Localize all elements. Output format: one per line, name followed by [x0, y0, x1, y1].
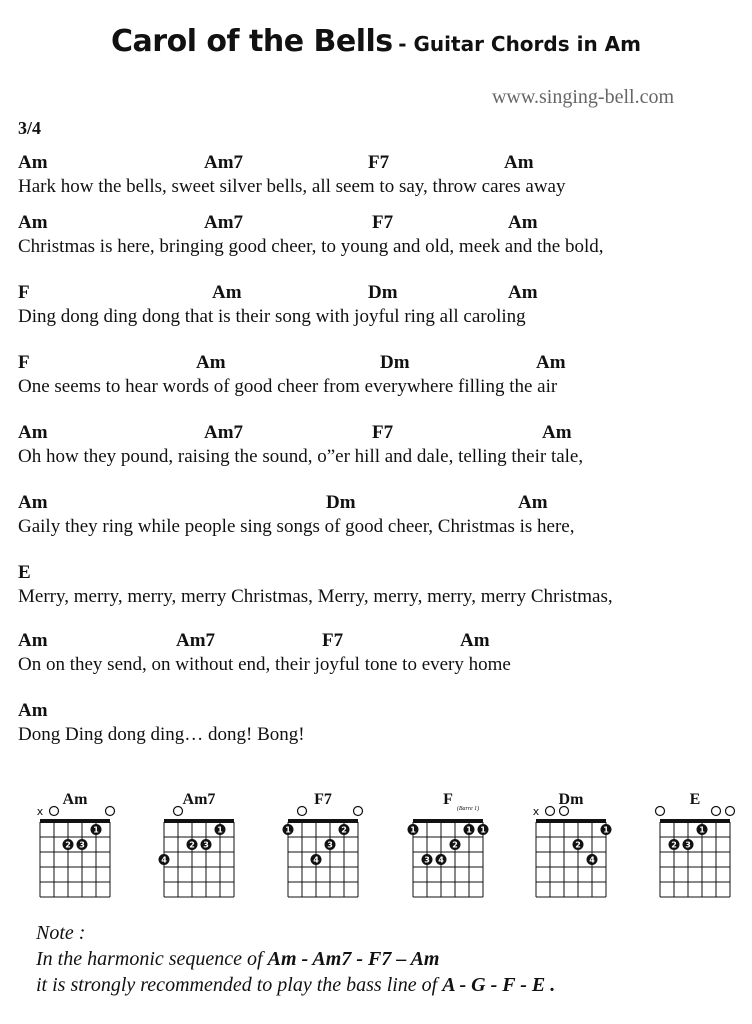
lyric-line-3: [18, 282, 748, 330]
chord-label: Am: [536, 352, 566, 373]
chord-name: E: [689, 791, 701, 808]
finger-number: 4: [438, 855, 444, 865]
lyric-line-1: [18, 152, 748, 200]
lyric-text: Christmas is here, bringing good cheer, to young and old, meek and the bold,: [18, 236, 604, 257]
finger-number: 1: [93, 825, 99, 835]
nut: [288, 819, 358, 823]
open-string-marker: [656, 807, 665, 816]
chord-diagram-am7: [159, 791, 235, 897]
chord-label: Am7: [204, 212, 244, 233]
finger-number: 1: [699, 825, 705, 835]
note-chord-sequence: Am - Am7 - F7 – Am: [267, 948, 440, 970]
note-line-sequence: [36, 946, 555, 972]
song-subtitle: - Guitar Chords in Am: [398, 32, 641, 56]
note-line-bass: [36, 972, 555, 998]
finger-number: 4: [313, 855, 319, 865]
finger-number: 1: [480, 825, 486, 835]
finger-number: 1: [217, 825, 223, 835]
finger-number: 2: [65, 840, 71, 850]
lyric-text: Gaily they ring while people sing songs of good cheer, Christmas is here,: [18, 516, 575, 537]
chord-label: Am: [518, 492, 548, 513]
open-string-marker: [106, 807, 115, 816]
finger-number: 4: [589, 855, 595, 865]
time-signature: 3/4: [18, 118, 42, 138]
finger-number: 1: [410, 825, 416, 835]
chord-diagram-am: [37, 791, 115, 897]
finger-number: 2: [189, 840, 195, 850]
chord-diagram-dm: [533, 791, 612, 897]
finger-number: 1: [285, 825, 291, 835]
finger-number: 2: [671, 840, 677, 850]
lyric-line-6: [18, 492, 748, 540]
chord-label: Dm: [368, 282, 398, 303]
note-text: it is strongly recommended to play the bass line of: [36, 974, 438, 996]
lyric-line-4: [18, 352, 748, 400]
finger-number: 3: [203, 840, 209, 850]
chord-label: Dm: [380, 352, 410, 373]
nut: [536, 819, 606, 823]
open-string-marker: [726, 807, 735, 816]
open-string-marker: [174, 807, 183, 816]
chord-label: Am: [542, 422, 572, 443]
chord-diagram-f: [408, 791, 489, 897]
chord-label: Am: [18, 152, 48, 173]
finger-number: 4: [161, 855, 167, 865]
chord-label: Am: [212, 282, 242, 303]
song-title: Carol of the Bells: [111, 24, 393, 59]
finger-number: 2: [575, 840, 581, 850]
site-url[interactable]: www.singing-bell.com: [491, 86, 674, 108]
chord-label: Am: [460, 630, 490, 651]
finger-number: 3: [79, 840, 85, 850]
chord-name: Am: [62, 791, 88, 808]
performance-note: [36, 920, 555, 998]
nut: [413, 819, 483, 823]
chord-label: E: [18, 562, 31, 583]
nut: [40, 819, 110, 823]
lyric-text: Oh how they pound, raising the sound, o”er hill and dale, telling their tale,: [18, 446, 584, 467]
lyric-text: Hark how the bells, sweet silver bells, all seem to say, throw cares away: [18, 176, 566, 197]
finger-number: 2: [452, 840, 458, 850]
open-string-marker: [546, 807, 555, 816]
chord-name: F7: [314, 791, 332, 808]
chord-label: Am7: [176, 630, 216, 651]
note-bass-line: A - G - F - E .: [442, 974, 556, 996]
chord-label: F7: [322, 630, 344, 651]
lyric-text: One seems to hear words of good cheer from everywhere filling the air: [18, 376, 558, 397]
open-string-marker: [298, 807, 307, 816]
page-title: [0, 24, 752, 59]
lyric-line-5: [18, 422, 748, 470]
chord-label: Am: [18, 492, 48, 513]
chord-label: F: [18, 282, 30, 303]
lyric-text: Dong Ding dong ding… dong! Bong!: [18, 724, 305, 745]
muted-string-marker: x: [36, 805, 44, 818]
chord-label: Am: [18, 422, 48, 443]
lyric-line-2: [18, 212, 748, 260]
open-string-marker: [354, 807, 363, 816]
finger-number: 1: [466, 825, 472, 835]
open-string-marker: [50, 807, 59, 816]
nut: [164, 819, 234, 823]
chord-label: Am: [508, 282, 538, 303]
chord-name: Dm: [558, 791, 584, 808]
lyric-line-9: [18, 700, 748, 748]
chord-label: F7: [372, 212, 394, 233]
chord-label: Am: [18, 212, 48, 233]
chord-label: Am7: [204, 152, 244, 173]
finger-number: 1: [603, 825, 609, 835]
chord-label: Am: [18, 700, 48, 721]
chord-label: Am: [196, 352, 226, 373]
finger-number: 3: [424, 855, 430, 865]
nut: [660, 819, 730, 823]
chord-name: Am7: [182, 791, 216, 808]
note-heading: Note :: [36, 922, 86, 944]
chord-diagrams: [0, 780, 752, 910]
finger-number: 3: [327, 840, 333, 850]
chord-diagram-e: [656, 791, 735, 897]
chord-label: Dm: [326, 492, 356, 513]
finger-number: 3: [685, 840, 691, 850]
chord-label: F7: [368, 152, 390, 173]
lyric-text: Merry, merry, merry, merry Christmas, Merry, merry, merry, merry Christmas,: [18, 586, 613, 607]
lyric-line-7: [18, 562, 748, 610]
chord-label: Am7: [204, 422, 244, 443]
chord-annotation: (Barre 1): [456, 806, 480, 812]
chord-name: F: [443, 791, 453, 808]
lyric-text: Ding dong ding dong that is their song with joyful ring all caroling: [18, 306, 526, 327]
chord-label: F: [18, 352, 30, 373]
lyric-line-8: [18, 630, 748, 678]
chord-diagram-f7: [283, 791, 363, 897]
lyric-text: On on they send, on without end, their joyful tone to every home: [18, 654, 511, 675]
muted-string-marker: x: [532, 805, 540, 818]
open-string-marker: [712, 807, 721, 816]
chord-label: Am: [508, 212, 538, 233]
finger-number: 2: [341, 825, 347, 835]
chord-label: Am: [18, 630, 48, 651]
note-text: In the harmonic sequence of: [36, 948, 263, 970]
chord-label: F7: [372, 422, 394, 443]
chord-label: Am: [504, 152, 534, 173]
